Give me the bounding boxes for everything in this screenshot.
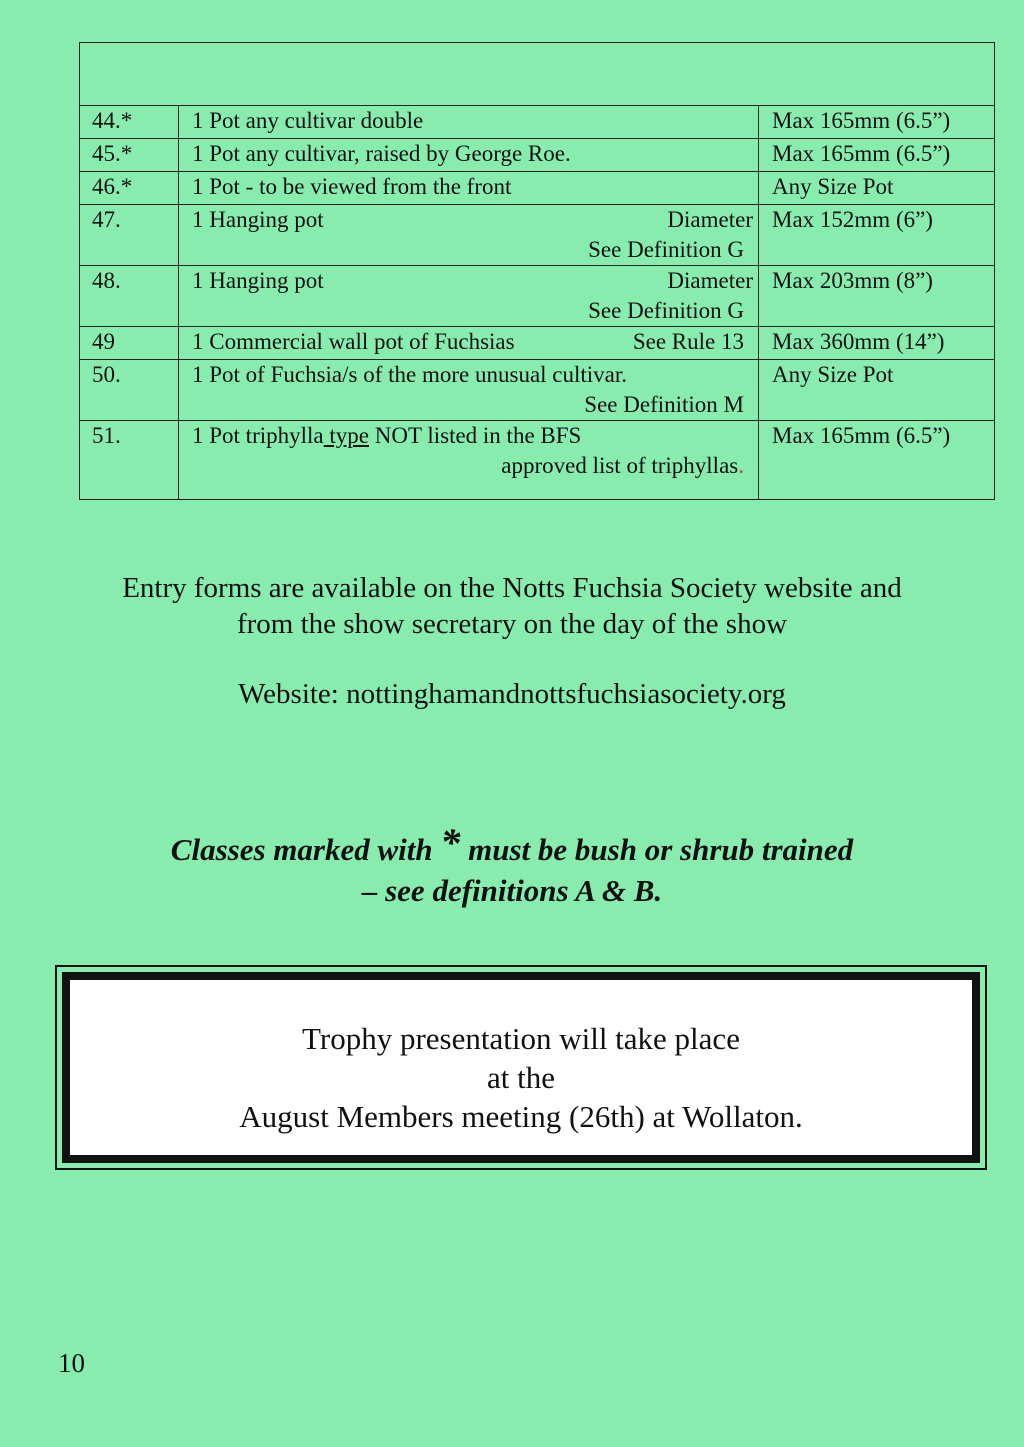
class-number: 50. xyxy=(80,360,179,421)
class-description xyxy=(179,205,759,266)
class-number: 44.* xyxy=(80,106,179,139)
pot-size: Any Size Pot xyxy=(759,360,995,421)
class-number: 46.* xyxy=(80,172,179,205)
trophy-line-3: August Members meeting (26th) at Wollaton. xyxy=(239,1099,803,1134)
class-description: 1 Pot - to be viewed from the front xyxy=(179,172,759,205)
website-line: Website: nottinghamandnottsfuchsiasociety.org xyxy=(238,678,786,710)
bush-shrub-note xyxy=(0,822,1024,911)
table-row xyxy=(80,205,995,266)
description-note: Diameter xyxy=(667,268,753,293)
entry-forms-info xyxy=(0,570,1024,642)
entry-forms-line-2: from the show secretary on the day of the show xyxy=(236,608,788,640)
table-row xyxy=(80,421,995,500)
table-row xyxy=(80,266,995,327)
class-description xyxy=(179,266,759,327)
table-row xyxy=(80,106,995,139)
class-description xyxy=(179,421,759,500)
page-number: 10 xyxy=(58,1348,85,1378)
pot-size: Max 360mm (14”) xyxy=(759,327,995,360)
asterisk-marker: * xyxy=(440,820,461,865)
class-number: 49 xyxy=(80,327,179,360)
pot-size: Max 165mm (6.5”) xyxy=(759,139,995,172)
class-number: 45.* xyxy=(80,139,179,172)
class-description: 1 Pot any cultivar, raised by George Roe. xyxy=(179,139,759,172)
class-number: 51. xyxy=(80,421,179,500)
table-header-cell xyxy=(80,43,995,106)
classes-table xyxy=(79,42,995,500)
pot-size: Max 203mm (8”) xyxy=(759,266,995,327)
class-description xyxy=(179,360,759,421)
pot-size: Max 165mm (6.5”) xyxy=(759,421,995,500)
trophy-line-2: at the xyxy=(487,1060,555,1095)
description-text: 1 Pot triphylla xyxy=(192,423,324,448)
description-underlined-word: type xyxy=(323,423,369,448)
note-text-start: Classes marked with xyxy=(170,832,433,867)
trophy-notice-inner xyxy=(62,972,980,1163)
class-description xyxy=(179,327,759,360)
description-period: . xyxy=(738,453,744,478)
description-line2: approved list of triphyllas xyxy=(501,453,739,478)
description-text: 1 Hanging pot xyxy=(192,268,324,293)
note-definitions-reference: – see definitions A & B. xyxy=(361,873,663,908)
trophy-line-1: Trophy presentation will take place xyxy=(302,1021,740,1056)
trophy-notice-box xyxy=(55,965,987,1170)
table-row xyxy=(80,172,995,205)
pot-size: Any Size Pot xyxy=(759,172,995,205)
trophy-notice-text xyxy=(70,1019,972,1136)
description-text: 1 Commercial wall pot of Fuchsias xyxy=(192,329,515,354)
description-text: 1 Pot of Fuchsia/s of the more unusual cultivar. xyxy=(192,362,628,387)
definition-reference: See Definition G xyxy=(588,237,744,262)
definition-reference: See Definition M xyxy=(584,392,744,417)
rule-reference: See Rule 13 xyxy=(632,329,744,354)
class-number: 47. xyxy=(80,205,179,266)
pot-size: Max 152mm (6”) xyxy=(759,205,995,266)
table-row xyxy=(80,327,995,360)
pot-size: Max 165mm (6.5”) xyxy=(759,106,995,139)
entry-forms-line-1: Entry forms are available on the Notts Fuchsia Society website and xyxy=(122,572,902,604)
description-note: Diameter xyxy=(667,207,753,232)
class-description: 1 Pot any cultivar double xyxy=(179,106,759,139)
class-number: 48. xyxy=(80,266,179,327)
table-header-row xyxy=(80,43,995,106)
note-text-end: must be bush or shrub trained xyxy=(468,832,854,867)
table-row xyxy=(80,360,995,421)
description-text: 1 Hanging pot xyxy=(192,207,324,232)
description-text-end: NOT listed in the BFS xyxy=(368,423,582,448)
definition-reference: See Definition G xyxy=(588,298,744,323)
table-row xyxy=(80,139,995,172)
